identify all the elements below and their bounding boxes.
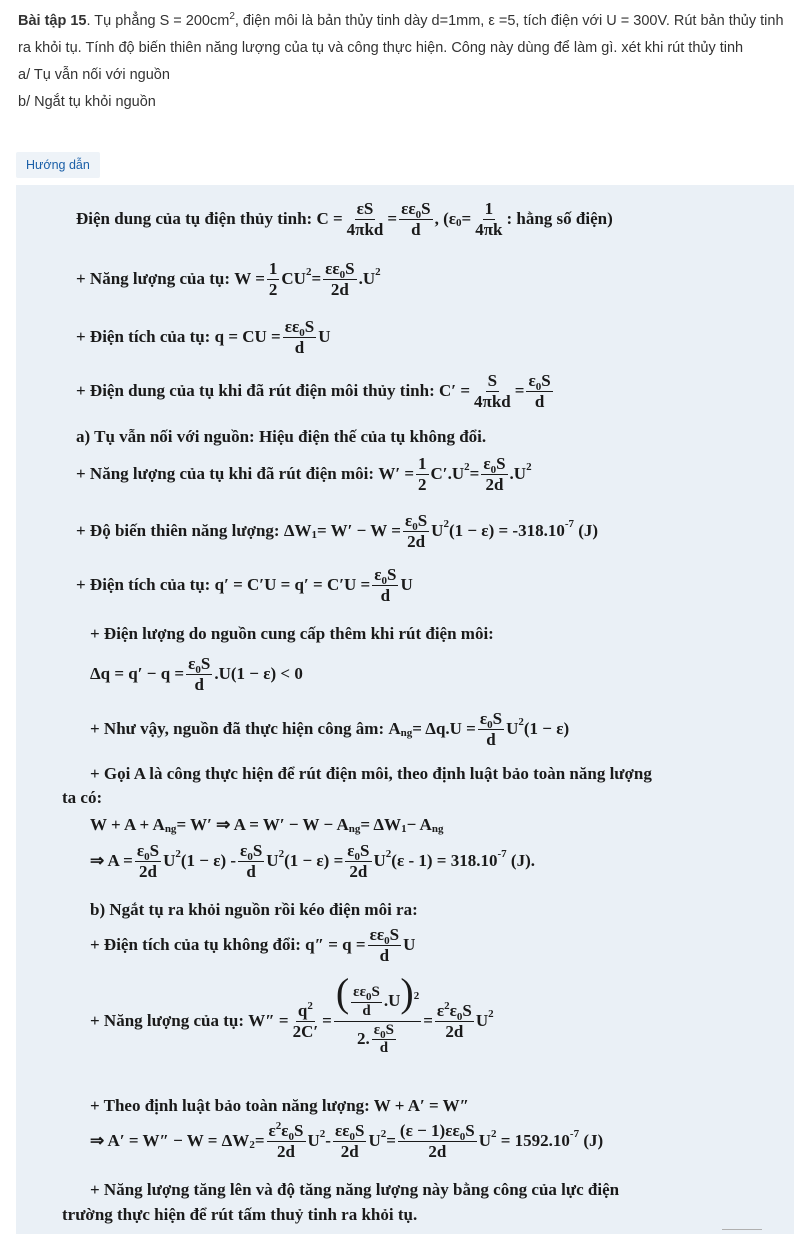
solution-line-20b: trường thực hiện để rút tấm thuỷ tinh ra khỏi tụ.: [62, 1205, 418, 1224]
problem-text: Bài tập 15. Tụ phẳng $S = 200cm^2$, điện môi là bản thủy tinh dày d=1mm, ε =5, tích điện với U = 300V. Rút bản thủy tinh ra khỏi tụ. Tính độ biến thiên năng lượng của tụ và công thực hiện. Công này dùng để làm gì. xét khi rút thủy tinh: [18, 11, 784, 56]
solution-line-9: + Điện lượng do nguồn cung cấp thêm khi rút điện môi:: [90, 624, 494, 643]
solution-line-14: ⇒ A = $\frac{\varepsilon_0S}{2d}$ U 2 (1 − ε) - $\frac{\varepsilon_0S}{d}$ U 2 (1 − ε) = $\frac{\varepsilon_0S}{2d}$ U 2 (ε - 1) = 318.10 -7 (J).: [90, 841, 535, 881]
scan-mark: [722, 1229, 762, 1230]
solution-line-6: + Năng lượng của tụ khi đã rút điện môi: W′ = $\frac{1}{2}$ C′.U 2 = $\frac{\varepsilon_0S}{2d}$ .U 2: [76, 454, 532, 494]
solution-line-13: W + A + A ng = W′ ⇒ A = W′ − W − A ng = ΔW 1 − A ng: [90, 815, 444, 835]
solution-line-12a: + Gọi A là công thực hiện để rút điện môi, theo định luật bảo toàn năng lượng: [90, 764, 652, 783]
solution-line-18: + Theo định luật bảo toàn năng lượng: W + A′ = W″: [90, 1096, 470, 1115]
solution-line-4: + Điện dung của tụ khi đã rút điện môi thủy tinh: C′ = $\frac{S}{\text{4πkd}}$ = $\frac{\varepsilon_0S}{d}$: [76, 371, 551, 411]
solution-line-5: a) Tụ vẫn nối với nguồn: Hiệu điện thế của tụ không đổi.: [76, 427, 487, 446]
solution-line-19: ⇒ A′ = W″ − W = ΔW 2 = $\frac{\varepsilon^2\varepsilon_0S}{2d}$ U 2 - $\frac{\varepsilon\varepsilon_0S}{2d}$ U 2 = $\frac{(\varepsilon - 1)\varepsilon\varepsilon_0S}{2d}$ U 2 = 1592.10 -7 (J): [90, 1120, 604, 1161]
solution-line-8: + Điện tích của tụ: q′ = C′U = q′ = C′U = $\frac{\varepsilon_0S}{d}$ U: [76, 565, 413, 605]
solution-line-3: + Điện tích của tụ: q = CU = $\frac{\varepsilon\varepsilon_0S}{d}$ U: [76, 317, 331, 357]
solution-line-11: + Như vậy, nguồn đã thực hiện công âm: A ng = Δq.U = $\frac{\varepsilon_0S}{d}$ U 2 (1 − ε): [90, 709, 570, 749]
solution-line-10: Δq = q′ − q = $\frac{\varepsilon_0S}{d}$ .U(1 − ε) < 0: [90, 654, 303, 694]
solution-line-17: + Năng lượng của tụ: W″ = $\frac{q^2}{2C'}$ = ( $\frac{\varepsilon\varepsilon_0S}{d}$ .U)$^2$ 2. $\frac{\varepsilon_0S}{d}$ = $\frac{\varepsilon^2\varepsilon_0S}{2d}$ U 2: [90, 970, 494, 1057]
solution-line-1: Điện dung của tụ điện thủy tinh: C = $\frac{\varepsilon S}{\text{4πkd}}$ = $\frac{\varepsilon\varepsilon_0S}{d}$ , (ε 0 = $\frac{1}{4\pi k}$ : hằng số điện): [76, 199, 613, 239]
solution-line-7: + Độ biến thiên năng lượng: ΔW 1 = W′ − W = $\frac{\varepsilon_0S}{2d}$ U 2 (1 − ε) = -318.10 -7 (J): [76, 511, 599, 551]
solution-line-15: b) Ngắt tụ ra khỏi nguồn rồi kéo điện môi ra:: [90, 900, 418, 919]
solution-line-16: + Điện tích của tụ không đổi: q″ = q = $\frac{\varepsilon\varepsilon_0S}{d}$ U: [90, 925, 416, 965]
problem-label: Bài tập 15: [18, 13, 87, 29]
solution-content: [46, 0, 792, 1234]
problem-part-b: b/ Ngắt tụ khỏi nguồn: [18, 94, 156, 110]
problem-part-a: a/ Tụ vẫn nối với nguồn: [18, 67, 170, 83]
guide-button[interactable]: Hướng dẫn: [16, 152, 100, 178]
solution-line-12b: ta có:: [62, 788, 103, 807]
solution-line-2: + Năng lượng của tụ: W = $\frac{1}{2}$ CU 2 = $\frac{\varepsilon\varepsilon_0S}{2d}$ .U 2: [76, 259, 381, 299]
solution-line-20a: + Năng lượng tăng lên và độ tăng năng lượng này bằng công của lực điện: [90, 1180, 620, 1199]
